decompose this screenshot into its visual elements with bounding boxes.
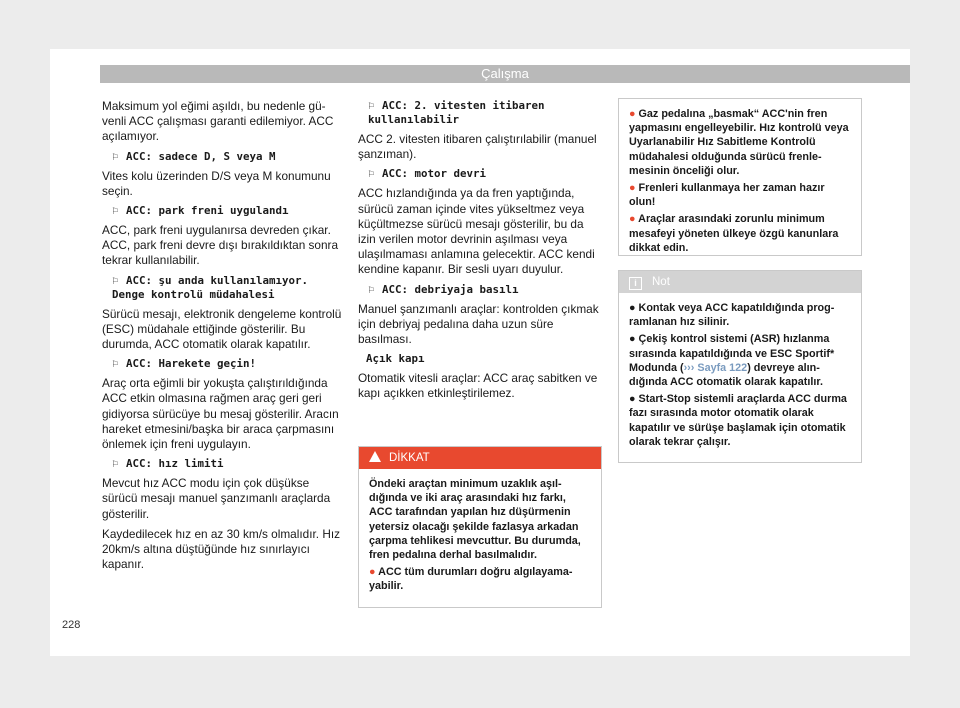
body-text: Kaydedilecek hız en az 30 km/s olmalıdır. Hız 20km/s altına düştüğünde hız sınırlayıcı kapanır. [102,526,341,572]
message-indicator-icon: ⚐ [112,457,119,471]
danger-box [358,446,602,608]
warning-bullet-item: ● Frenleri kullanmaya her zaman hazır olun! [629,182,825,209]
driver-message: ⚐ ACC: 2. vitesten itibaren kullanılabilir [368,99,545,126]
body-text: Vites kolu üzerinden D/S veya M konumunu seçin. [102,168,331,198]
body-text: ACC 2. vitesten itibaren çalıştırılabilir (manuel şanzıman). [358,132,597,162]
danger-bullet-item: ● ACC tüm durumları doğru algılayamayabilir. [369,566,573,593]
page-number: 228 [62,619,81,631]
body-text: Mevcut hız ACC modu için çok düşükse sürücü mesajı manuel şanzımanlı araçlarda gösterilir. [102,476,331,521]
note-bullet-item: ● Kontak veya ACC kapatıldığında programlanan hız silinir. [629,302,835,329]
driver-message: ⚐ ACC: hız limiti [112,457,224,471]
warning-bullet-item: ● Gaz pedalına „basmak“ ACC'nin fren yapmasını engelleyebilir. Hız kontrolü veya Uyarlanabilir Hız Sabitleme Kontrolü müdahalesi olduğunda sürücü frenlemesinin önceliği olur. [629,108,849,177]
bullet-icon: ● [629,182,636,195]
driver-message: ⚐ ACC: şu anda kullanılamıyor. Denge kontrolü müdahalesi [112,273,309,301]
note-box-body [619,293,861,462]
note-box [618,270,862,463]
body-text: ACC hızlandığında ya da fren yaptığında, sürücü zaman içinde vites yükseltmez veya küçültmezse sürücü mesajı gösterilir, bu da izin verilen motor devrinin aşılması veya ulaşılmaması anlamına gelecektir. ACC kendi kendine kapanır. Bir sesli uyarı duyulur. [358,186,595,277]
danger-box-body [359,469,601,607]
manual-page [50,49,910,656]
bullet-icon: ● [629,213,636,226]
bullet-icon: ● [629,333,636,346]
column-middle [358,99,603,407]
message-indicator-icon: ⚐ [112,204,119,218]
message-indicator-icon: ⚐ [112,273,119,287]
warning-triangle-icon [369,451,381,462]
note-bullet-item: ● Çekiş kontrol sistemi (ASR) hızlanma sırasında kapatıldığında ve ESC Sportif* Modunda (››› Sayfa 122) devreye alındığında ACC otomatik olarak kapatılır. [629,333,835,389]
body-text: Manuel şanzımanlı araçlar: kontrolden çıkmak için debriyaj pedalına daha uzun süre basılması. [358,301,599,347]
body-text: Araç orta eğimli bir yokuşta çalıştırıldığında ACC etkin olmasına rağmen araç geri geri gidiyorsa sürücüye bu mesaj gösterilir. Aracın hareket etmesini/başka bir araca çarpmasını önlemek için freni uygulayın. [102,376,339,452]
warning-bullet-item: ● Araçlar arasındaki zorunlu minimum mesafeyi yöneten ülkeye özgü kanunlara dikkat edin. [629,213,839,254]
message-indicator-icon: ⚐ [112,357,119,371]
info-icon: i [629,277,642,290]
danger-box-header: DİKKAT [359,447,601,469]
bullet-icon: ● [369,566,376,579]
note-bullet-item: ● Start-Stop sistemli araçlarda ACC durma fazı sırasında motor otomatik olarak kapatılır ve sürüşe başlamak için otomatik olarak tekrar çalışır. [629,393,847,448]
bullet-icon: ● [629,393,636,406]
note-box-header: i Not [619,271,861,293]
warning-continuation-box [618,98,862,256]
driver-message: ⚐ ACC: debriyaja basılı [368,282,519,296]
danger-paragraph: Öndeki araçtan minimum uzaklık aşıldığında ve iki araç arasındaki hız farkı, ACC tarafından yapılan hız düşürmenin yetersiz olacağı şekilde fazlasya arkadan çarpma tehlikesi mevcuttur. Bu durumda, fren pedalına derhal basılmalıdır. [369,478,581,562]
message-indicator-icon: ⚐ [368,282,375,296]
bullet-icon: ● [629,302,636,314]
page-link[interactable]: ››› Sayfa 122 [683,361,748,374]
message-indicator-icon: ⚐ [368,99,375,112]
driver-message: ⚐ ACC: motor devri [368,167,487,181]
column-left [102,99,342,577]
message-indicator-icon: ⚐ [368,167,375,181]
body-text: ACC, park freni uygulanırsa devreden çıkar. ACC, park freni devre dışı bırakıldıktan sonra tekrar kullanılabilir. [102,223,339,268]
intro-text: Maksimum yol eğimi aşıldı, bu nedenle güvenli ACC çalışması garanti edilemiyor. ACC açılamıyor. [102,99,334,144]
section-header: Çalışma [100,65,910,83]
message-indicator-icon: ⚐ [112,149,119,163]
driver-message: ⚐ ACC: Harekete geçin! [112,357,257,371]
driver-message: Açık kapı [366,352,425,366]
driver-message: ⚐ ACC: sadece D, S veya M [112,149,276,163]
bullet-icon: ● [629,108,636,120]
driver-message: ⚐ ACC: park freni uygulandı [112,204,289,218]
body-text: Otomatik vitesli araçlar: ACC araç sabitken ve kapı açıkken etkinleştirilemez. [358,371,598,401]
body-text: Sürücü mesajı, elektronik dengeleme kontrolü (ESC) müdahale ettiğinde gösterilir. Bu durumda, ACC otomatik olarak kapatılır. [102,306,342,352]
